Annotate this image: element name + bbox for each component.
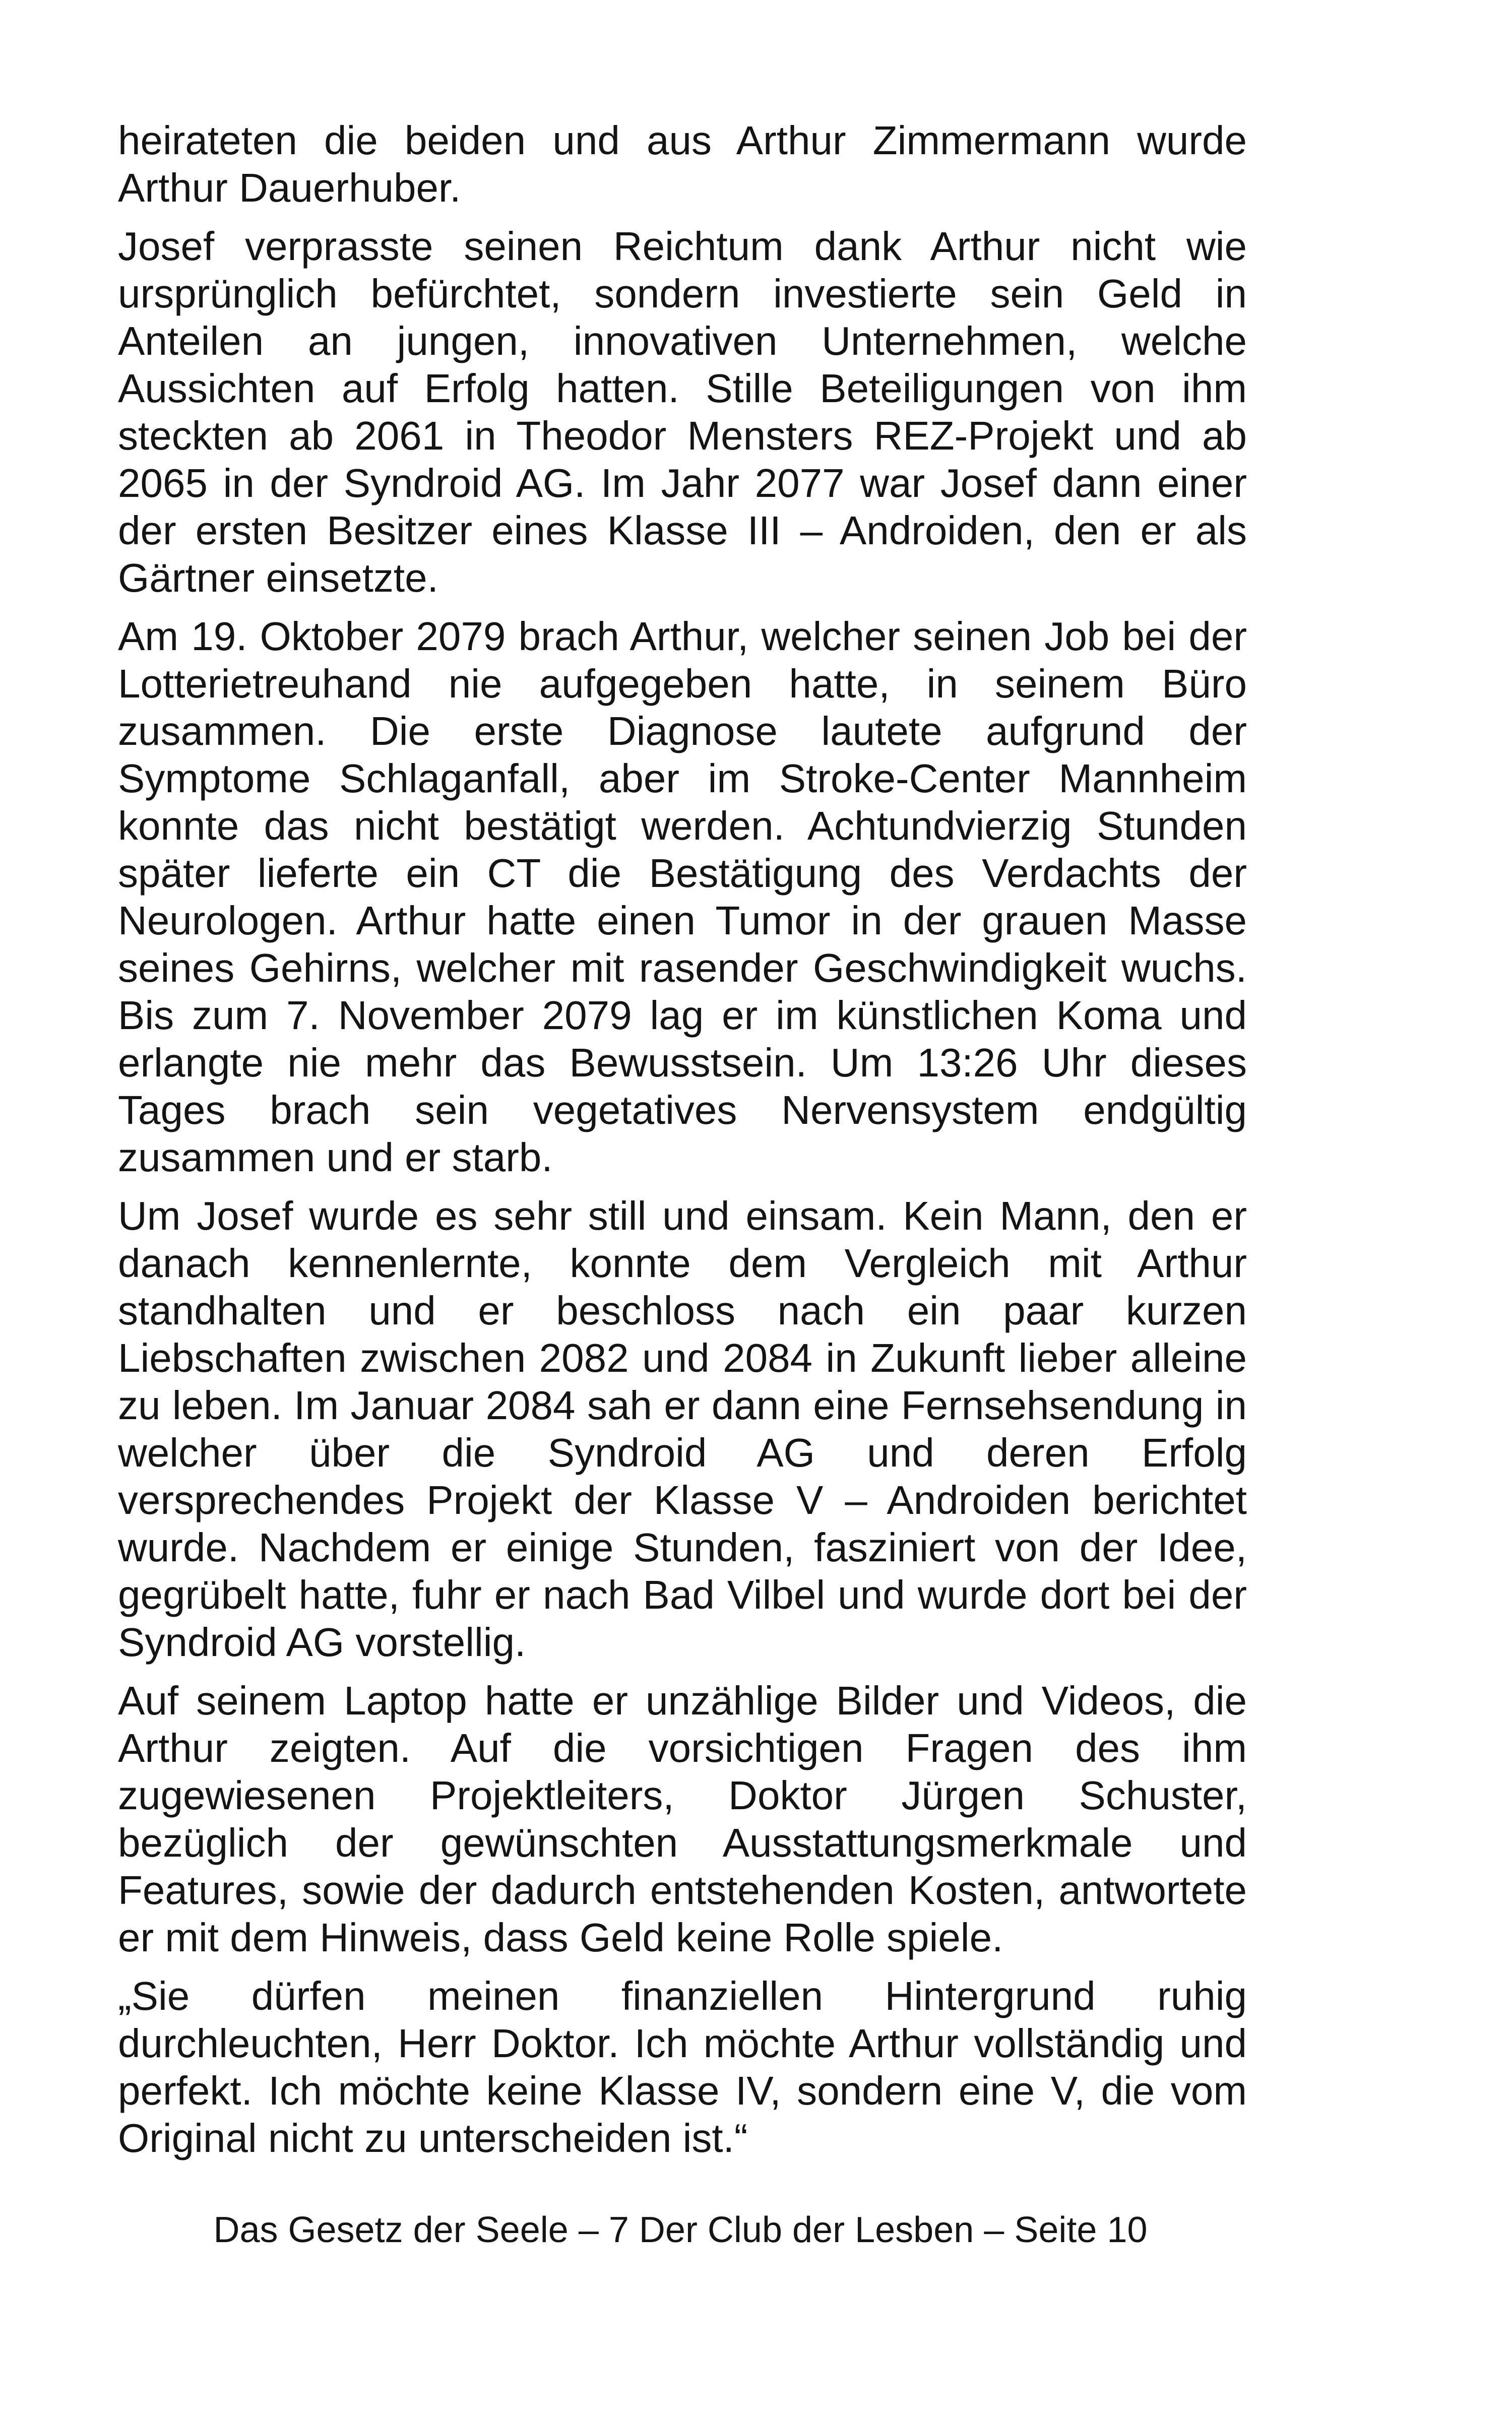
paragraph: heirateten die beiden und aus Arthur Zimmermann wurde Arthur Dauerhuber. <box>118 118 1247 210</box>
paragraph: Um Josef wurde es sehr still und einsam. Kein Mann, den er danach kennenlernte, konnte dem Vergleich mit Arthur standhalten und er beschloss nach ein paar kurzen Liebschaften zwischen 2082 und 2084 in Zukunft lieber alleine zu leben. Im Januar 2084 sah er dann eine Fernsehsendung in welcher über die Syndroid AG und deren Erfolg versprechendes Projekt der Klasse V – Androiden berichtet wurde. Nachdem er einige Stunden, fasziniert von der Idee, gegrübelt hatte, fuhr er nach Bad Vilbel und wurde dort bei der Syndroid AG vorstellig. <box>118 1193 1247 1665</box>
paragraph: „Sie dürfen meinen finanziellen Hintergrund ruhig durchleuchten, Herr Doktor. Ich möchte Arthur vollständig und perfekt. Ich möchte keine Klasse IV, sondern eine V, die vom Original nicht zu unterscheiden ist.“ <box>118 1974 1247 2160</box>
page-body <box>118 117 1247 2162</box>
paragraph: Josef verprasste seinen Reichtum dank Arthur nicht wie ursprünglich befürchtet, sondern investierte sein Geld in Anteilen an jungen, innovativen Unternehmen, welche Aussichten auf Erfolg hatten. Stille Beteiligungen von ihm steckten ab 2061 in Theodor Mensters REZ-Projekt und ab 2065 in der Syndroid AG. Im Jahr 2077 war Josef dann einer der ersten Besitzer eines Klasse III – Androiden, den er als Gärtner einsetzte. <box>118 224 1247 600</box>
page-footer: Das Gesetz der Seele – 7 Der Club der Lesben – Seite 10 <box>213 2210 1148 2250</box>
paragraph: Am 19. Oktober 2079 brach Arthur, welcher seinen Job bei der Lotterietreuhand nie aufgegeben hatte, in seinem Büro zusammen. Die erste Diagnose lautete aufgrund der Symptome Schlaganfall, aber im Stroke-Center Mannheim konnte das nicht bestätigt werden. Achtundvierzig Stunden später lieferte ein CT die Bestätigung des Verdachts der Neurologen. Arthur hatte einen Tumor in der grauen Masse seines Gehirns, welcher mit rasender Geschwindigkeit wuchs. Bis zum 7. November 2079 lag er im künstlichen Koma und erlangte nie mehr das Bewusstsein. Um 13:26 Uhr dieses Tages brach sein vegetatives Nervensystem endgültig zusammen und er starb. <box>118 614 1247 1180</box>
paragraph: Auf seinem Laptop hatte er unzählige Bilder und Videos, die Arthur zeigten. Auf die vorsichtigen Fragen des ihm zugewiesenen Projektleiters, Doktor Jürgen Schuster, bezüglich der gewünschten Ausstattungsmerkmale und Features, sowie der dadurch entstehenden Kosten, antwortete er mit dem Hinweis, dass Geld keine Rolle spiele. <box>118 1678 1247 1960</box>
